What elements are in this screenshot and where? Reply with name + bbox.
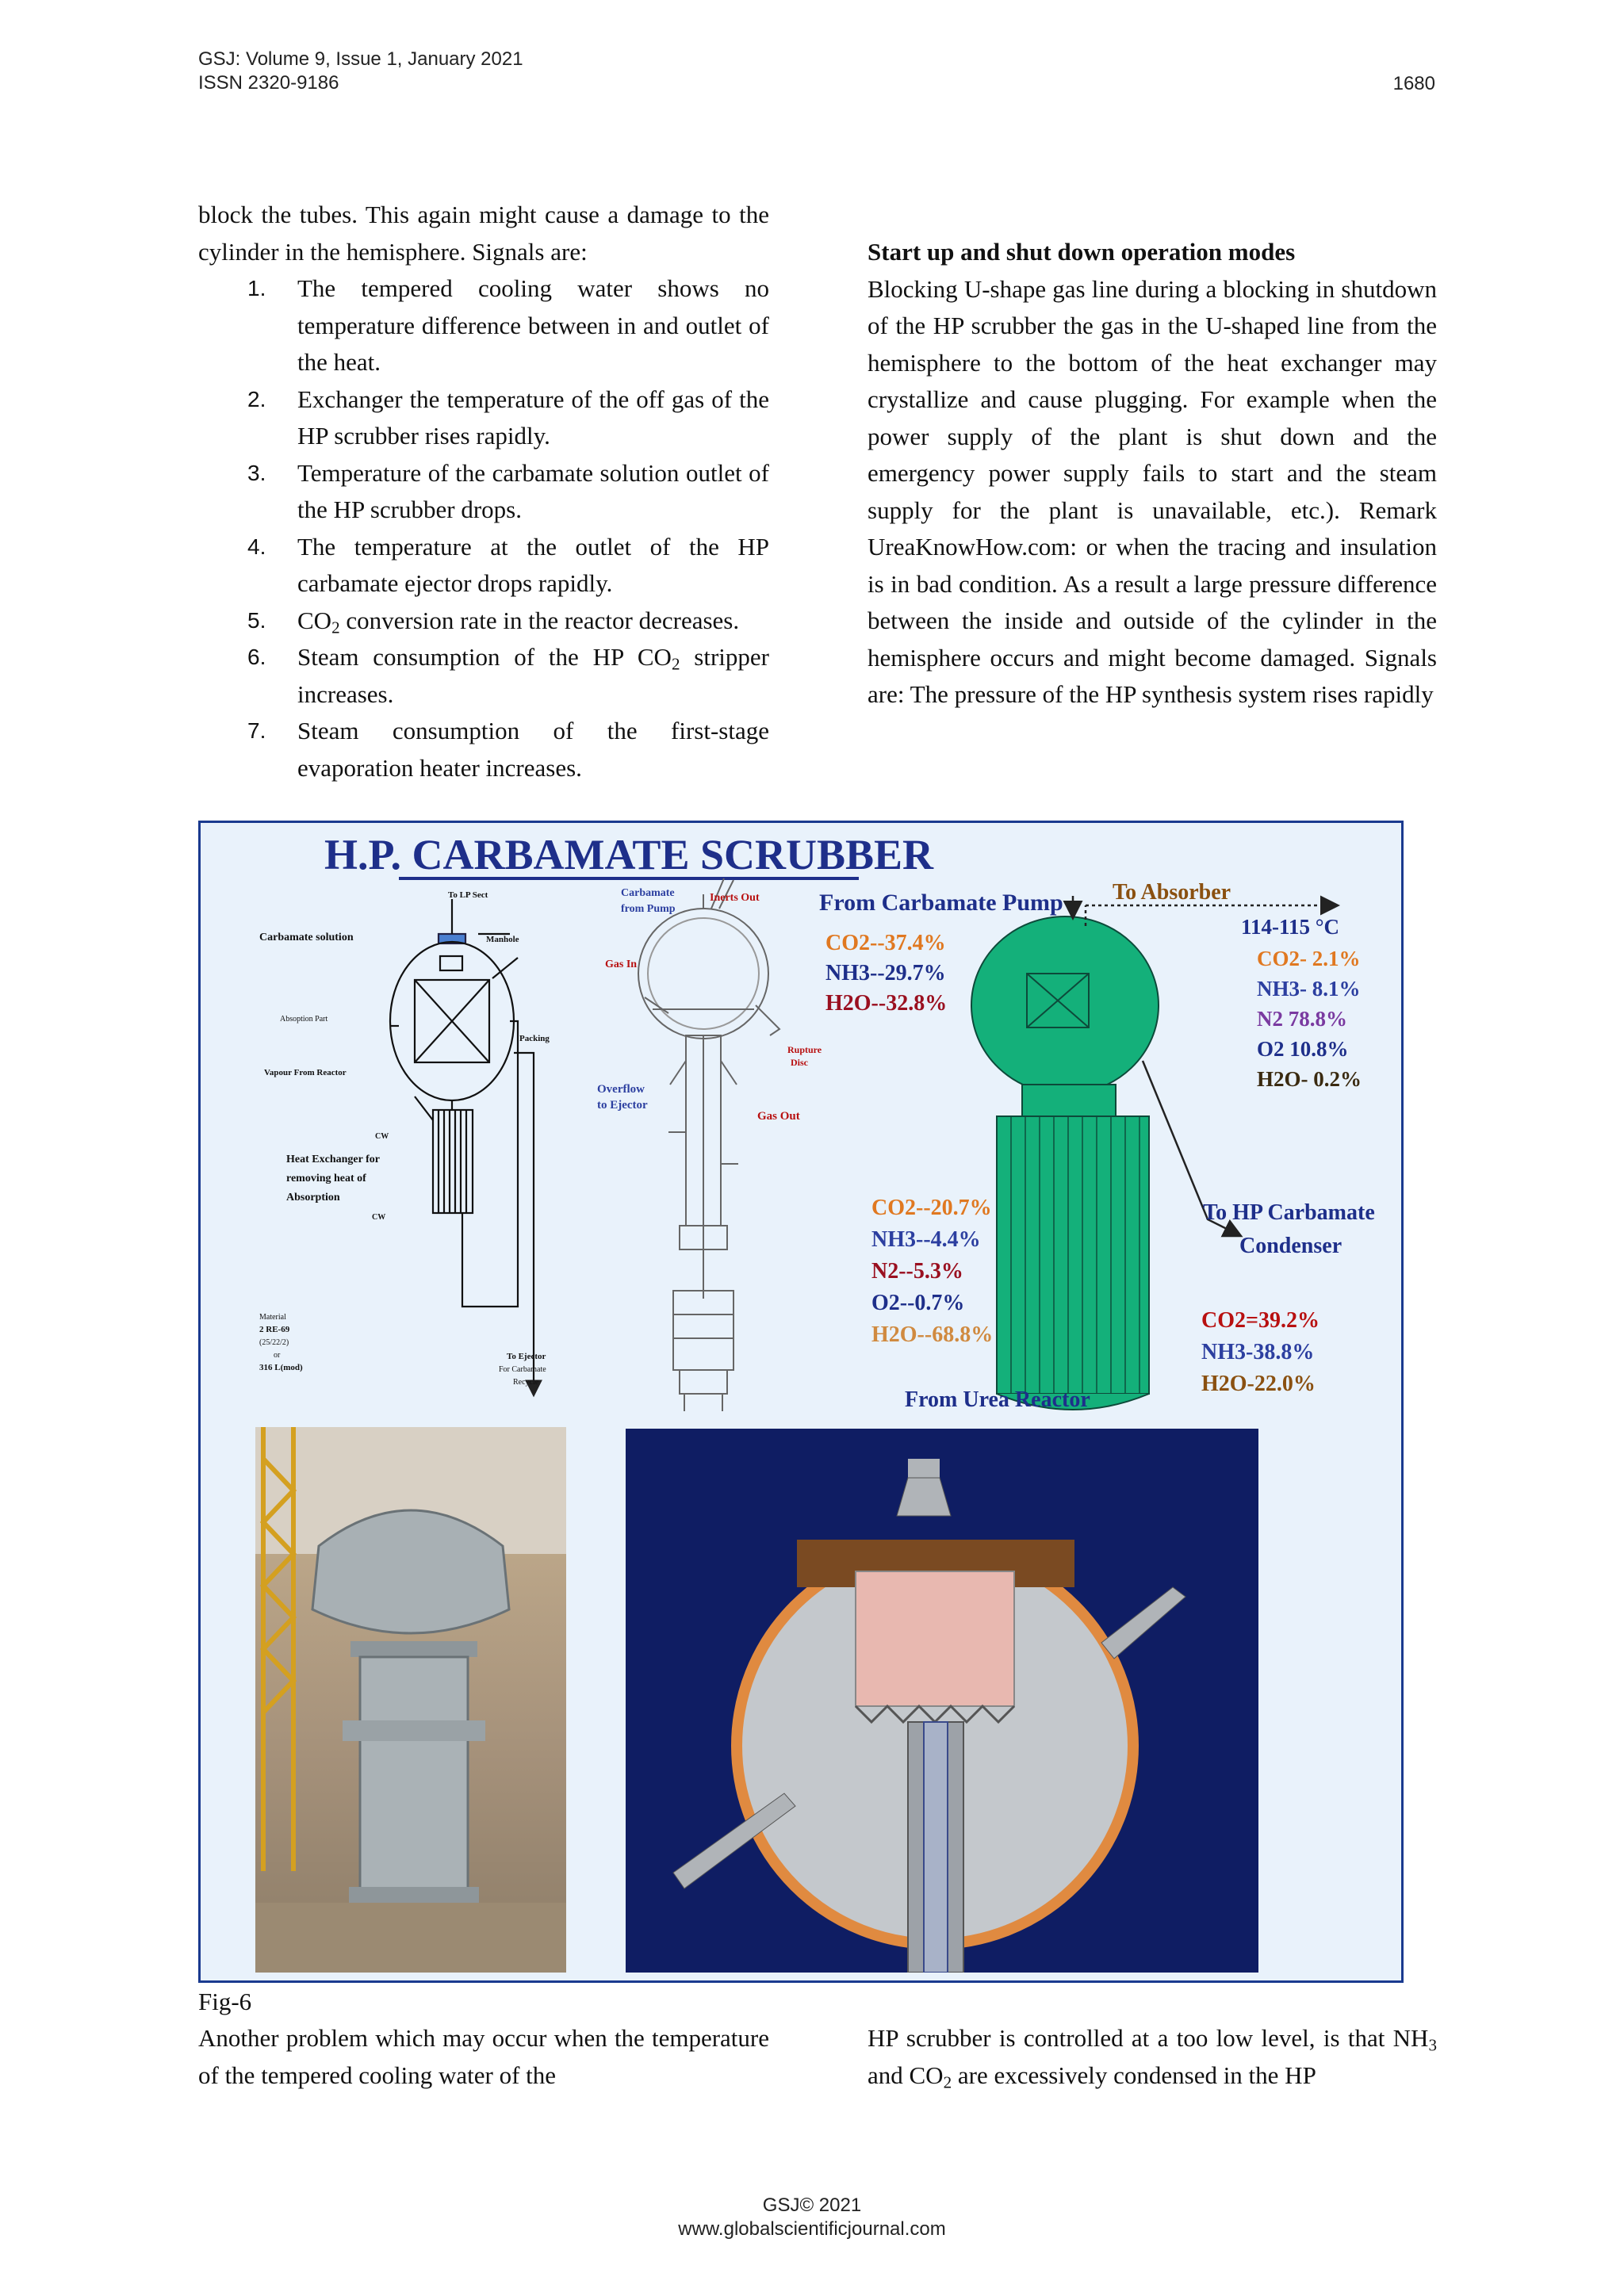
list-text: The tempered cooling water shows no temperature difference between in and outlet of the heat. — [297, 274, 769, 376]
label-from-carbamate-pump: From Carbamate Pump — [819, 890, 1063, 916]
list-text: Temperature of the carbamate solution outlet of the HP scrubber drops. — [297, 458, 769, 523]
label-heat-exchanger-3: Absorption — [286, 1192, 340, 1203]
label-overflow-to-ejector-1: Overflow — [597, 1083, 645, 1096]
label-absorption-part: Absoption Part — [280, 1015, 328, 1024]
scrubber-sketch — [390, 899, 534, 1394]
comp-reactor-co2: CO2--20.7% — [871, 1196, 992, 1220]
list-item — [198, 381, 769, 455]
comp-absorber-temp: 114-115 °C — [1241, 915, 1340, 939]
comp-reactor-h2o: H2O--68.8% — [871, 1322, 994, 1347]
label-vapour-from-reactor: Vapour From Reactor — [264, 1068, 347, 1077]
composition-carbamate-pump — [825, 931, 947, 1016]
label-cw-top: CW — [375, 1132, 389, 1141]
label-to-ejector-1: To Ejector — [507, 1352, 546, 1361]
comp-reactor-nh3: NH3--4.4% — [871, 1227, 981, 1252]
list-text: Exchanger the temperature of the off gas of the HP scrubber rises rapidly. — [297, 385, 769, 450]
journal-volume: GSJ: Volume 9, Issue 1, January 2021 — [198, 48, 523, 70]
label-from-urea-reactor: From Urea Reactor — [905, 1387, 1090, 1412]
list-text: The temperature at the outlet of the HP carbamate ejector drops rapidly. — [297, 532, 769, 597]
label-carbamate-from-pump-1: Carbamate — [621, 887, 675, 899]
label-to-hp-condenser-2: Condenser — [1239, 1234, 1342, 1258]
label-heat-exchanger-1: Heat Exchanger for — [286, 1154, 380, 1165]
text-part: and CO — [868, 2061, 944, 2089]
label-manhole: Manhole — [486, 935, 519, 944]
label-packing: Packing — [519, 1034, 550, 1043]
list-number: 4. — [247, 534, 266, 559]
label-overflow-to-ejector-2: to Ejector — [597, 1099, 648, 1112]
figure-hp-carbamate-scrubber — [198, 821, 1404, 1983]
footer-copyright: GSJ© 2021 — [762, 2195, 862, 2216]
list-item — [198, 639, 769, 713]
label-material-alt: 316 L(mod) — [259, 1363, 303, 1372]
list-item — [198, 603, 769, 640]
right-column — [868, 234, 1437, 714]
left-column — [198, 197, 769, 786]
comp-pump-h2o: H2O--32.8% — [825, 991, 948, 1016]
label-rupture-disc-1: Rupture — [787, 1044, 822, 1055]
list-number: 3. — [247, 460, 266, 485]
label-to-absorber: To Absorber — [1113, 880, 1231, 905]
scrubber-cutaway — [626, 1429, 1258, 1973]
label-to-lp-sect: To LP Sect — [448, 890, 488, 900]
label-carbamate-from-pump-2: from Pump — [621, 903, 676, 915]
scrubber-section-drawing — [638, 878, 779, 1411]
list-text — [297, 606, 740, 637]
label-material-or: or — [274, 1351, 281, 1360]
label-heat-exchanger-2: removing heat of — [286, 1173, 366, 1184]
list-number: 5. — [247, 607, 266, 633]
list-item — [198, 270, 769, 381]
bottom-left-paragraph: Another problem which may occur when the temperature of the tempered cooling water of the — [198, 2024, 769, 2089]
comp-condenser-nh3: NH3-38.8% — [1201, 1340, 1315, 1364]
label-to-hp-condenser-1: To HP Carbamate — [1203, 1200, 1375, 1225]
label-to-ejector-3: Recycle — [513, 1378, 539, 1387]
scrubber-vessel-green — [971, 916, 1159, 1410]
label-gas-out: Gas Out — [757, 1110, 800, 1123]
list-number: 7. — [247, 718, 266, 743]
list-text: Steam consumption of the first-stage evaporation heater increases. — [297, 717, 769, 782]
list-number: 1. — [247, 276, 266, 300]
label-cw-bottom: CW — [372, 1213, 386, 1222]
footer-url: www.globalscientificjournal.com — [678, 2218, 946, 2240]
bottom-right-paragraph — [868, 2020, 1437, 2094]
section-heading: Start up and shut down operation modes — [868, 238, 1296, 266]
list-item — [198, 713, 769, 786]
comp-pump-co2: CO2--37.4% — [825, 931, 946, 955]
comp-condenser-co2: CO2=39.2% — [1201, 1308, 1320, 1333]
page-footer — [0, 2194, 1624, 2241]
comp-pump-nh3: NH3--29.7% — [825, 961, 946, 985]
list-item — [198, 455, 769, 529]
label-material: Material — [259, 1313, 286, 1322]
list-text — [297, 643, 769, 708]
text-part: HP scrubber is controlled at a too low level, is that NH — [868, 2024, 1429, 2052]
list-text-part: Steam consumption of the HP CO — [297, 643, 672, 671]
label-to-ejector-2: For Carbamate — [499, 1365, 546, 1374]
comp-absorber-nh3: NH3- 8.1% — [1257, 977, 1361, 1001]
figure-title: H.P. CARBAMATE SCRUBBER — [324, 831, 934, 878]
scrubber-photo — [255, 1427, 566, 1973]
list-item — [198, 529, 769, 603]
subscript: 3 — [1428, 2035, 1437, 2055]
subscript: 2 — [671, 654, 680, 674]
label-inerts-out: Inerts Out — [710, 892, 760, 904]
page-number: 1680 — [1392, 73, 1435, 94]
comp-absorber-n2: N2 78.8% — [1257, 1007, 1347, 1031]
comp-absorber-h2o: H2O- 0.2% — [1257, 1067, 1362, 1091]
list-number: 2. — [247, 386, 266, 411]
comp-reactor-o2: O2--0.7% — [871, 1291, 965, 1315]
composition-urea-reactor — [871, 1196, 993, 1347]
subscript: 2 — [331, 617, 340, 637]
list-text-part: conversion rate in the reactor decreases. — [339, 606, 740, 634]
composition-to-absorber — [1241, 915, 1362, 1091]
figure-caption: Fig-6 — [198, 1988, 252, 2015]
running-header — [198, 48, 523, 95]
text-part: are excessively condensed in the HP — [952, 2061, 1316, 2089]
composition-hp-condenser — [1201, 1308, 1320, 1396]
comp-absorber-o2: O2 10.8% — [1257, 1037, 1349, 1061]
list-text-part: CO — [297, 606, 332, 634]
intro-paragraph: block the tubes. This again might cause a damage to the cylinder in the hemisphere. Signals are: — [198, 201, 769, 266]
issn: ISSN 2320-9186 — [198, 72, 339, 94]
list-number: 6. — [247, 645, 266, 669]
signals-list — [198, 270, 769, 786]
label-carbamate-solution: Carbamate solution — [259, 932, 354, 943]
label-rupture-disc-2: Disc — [791, 1057, 808, 1068]
label-material-composition: (25/22/2) — [259, 1338, 289, 1347]
comp-condenser-h2o: H2O-22.0% — [1201, 1372, 1316, 1396]
label-material-grade: 2 RE-69 — [259, 1325, 290, 1334]
comp-absorber-co2: CO2- 2.1% — [1257, 947, 1361, 970]
subscript: 2 — [943, 2072, 952, 2091]
list-text-part: stripper increases. — [297, 643, 769, 708]
comp-reactor-n2: N2--5.3% — [871, 1259, 963, 1284]
body-paragraph: Blocking U-shape gas line during a blocking in shutdown of the HP scrubber the gas in the U-shaped line from the hemisphere to the bottom of the heat exchanger may crystallize and cause plugging. For example when the power supply of the plant is shut down and the emergency power supply fails to start and the steam supply for the plant is unavailable, etc.). Remark UreaKnowHow.com: or when the tracing and insulation is in bad condition. As a result a large pressure difference between the inside and outside of the cylinder in the hemisphere occurs and might become damaged. Signals are: The pressure of the HP synthesis system rises rapidly — [868, 274, 1437, 708]
label-gas-in: Gas In — [605, 959, 638, 970]
